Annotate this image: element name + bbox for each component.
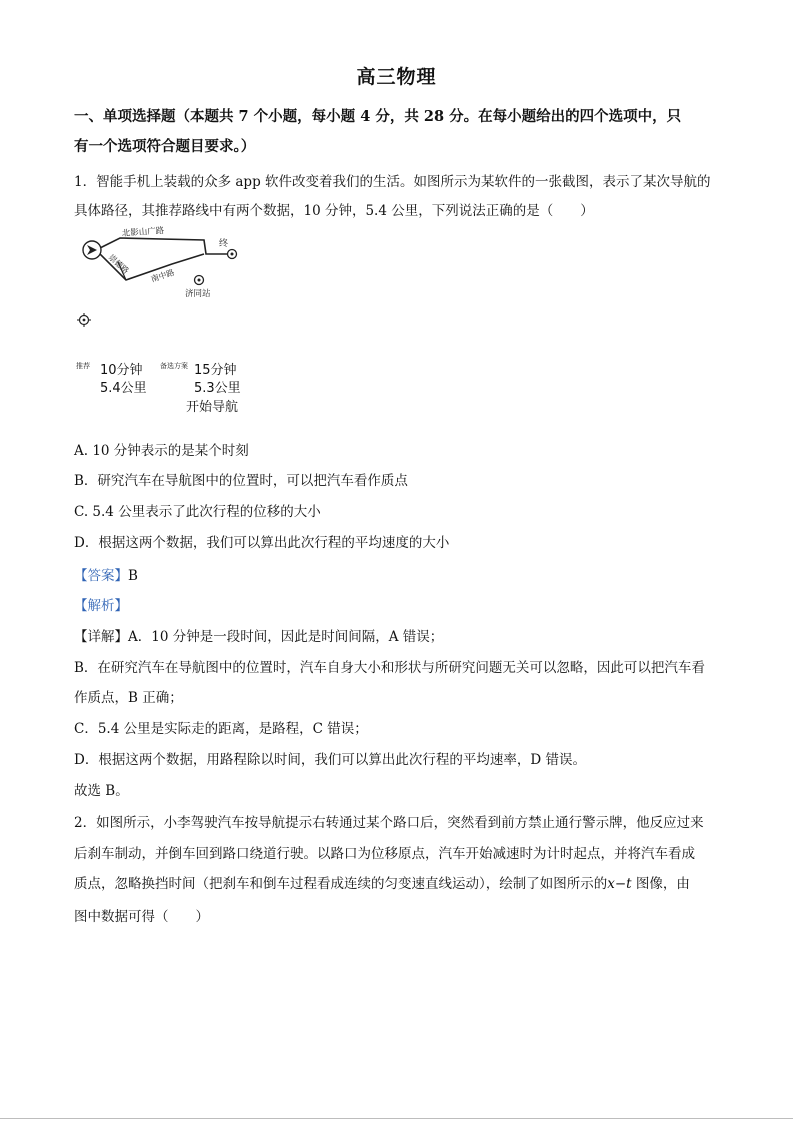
detail-line-2: B．在研究汽车在导航图中的位置时，汽车自身大小和形状与所研究问题无关可以忽略，因此可以把汽车看	[74, 660, 705, 676]
road-label-left: 崇德路	[106, 252, 131, 276]
route-top-line	[96, 238, 232, 254]
answer-value: B	[128, 568, 138, 584]
detail-line-3: 作质点，B 正确；	[74, 690, 183, 706]
q2-line3	[74, 874, 690, 894]
route2-time: 15分钟	[194, 363, 237, 378]
q1-option-d: D．根据这两个数据，我们可以算出此次行程的平均速度的大小	[74, 535, 450, 551]
poi-label: 济同站	[185, 289, 211, 299]
route2-tag: 备选方案	[160, 362, 188, 370]
answer-line	[74, 566, 138, 586]
q2-line3-pre: 质点，忽略换挡时间（把刹车和倒车过程看成连续的匀变速直线运动），绘制了如图所示的	[74, 876, 608, 892]
q2-line2: 后刹车制动，并倒车回到路口绕道行驶。以路口为位移原点，汽车开始减速时为计时起点，并将汽车看成	[74, 846, 695, 862]
route1-tag: 推荐	[76, 362, 90, 370]
q1-option-a: A. 10 分钟表示的是某个时刻	[74, 443, 249, 459]
route1-distance: 5.4公里	[100, 381, 147, 396]
page-bottom-divider	[0, 1118, 793, 1119]
road-label-top: 北影山广路	[121, 226, 165, 239]
locate-crosshair-icon	[77, 313, 91, 327]
detail-line-1: 【详解】A．10 分钟是一段时间，因此是时间间隔，A 错误；	[74, 629, 444, 645]
end-marker-icon	[228, 250, 237, 259]
q2-line3-post: 图像，由	[631, 876, 690, 892]
road-label-bottom: 南中路	[149, 267, 176, 284]
start-navigation-button[interactable]: 开始导航	[186, 400, 239, 415]
end-label: 终	[219, 239, 229, 249]
analysis-label: 【解析】	[74, 598, 128, 614]
q1-option-b: B．研究汽车在导航图中的位置时，可以把汽车看作质点	[74, 473, 408, 489]
q1-stem-line1: 1．智能手机上装载的众多 app 软件改变着我们的生活。如图所示为某软件的一张截图，表示了某次导航的	[74, 174, 711, 190]
answer-label: 【答案】	[74, 568, 128, 584]
route1-time: 10分钟	[100, 363, 143, 378]
q1-stem-line2: 具体路径，其推荐路线中有两个数据，10 分钟，5.4 公里，下列说法正确的是（ ）	[74, 203, 594, 219]
start-arrow-icon	[83, 241, 101, 259]
q2-xt-variable: x−t	[607, 876, 632, 892]
detail-line-6: 故选 B。	[74, 783, 129, 799]
detail-line-5: D．根据这两个数据，用路程除以时间，我们可以算出此次行程的平均速率，D 错误。	[74, 752, 586, 768]
route2-distance: 5.3公里	[194, 381, 241, 396]
section-header-line2: 有一个选项符合题目要求。）	[74, 138, 256, 155]
page-title: 高三物理	[356, 66, 437, 88]
navigation-map-figure	[74, 222, 254, 422]
q1-option-c: C. 5.4 公里表示了此次行程的位移的大小	[74, 504, 321, 520]
q2-line4: 图中数据可得（ ）	[74, 909, 209, 925]
section-header-line1: 一、单项选择题（本题共 7 个小题，每小题 4 分，共 28 分。在每小题给出的四个选项中，只	[74, 108, 682, 125]
poi-marker-icon	[195, 276, 204, 285]
detail-line-4: C．5.4 公里是实际走的距离，是路程，C 错误；	[74, 721, 368, 737]
q2-line1: 2．如图所示，小李驾驶汽车按导航提示右转通过某个路口后，突然看到前方禁止通行警示牌，他反应过来	[74, 815, 704, 831]
